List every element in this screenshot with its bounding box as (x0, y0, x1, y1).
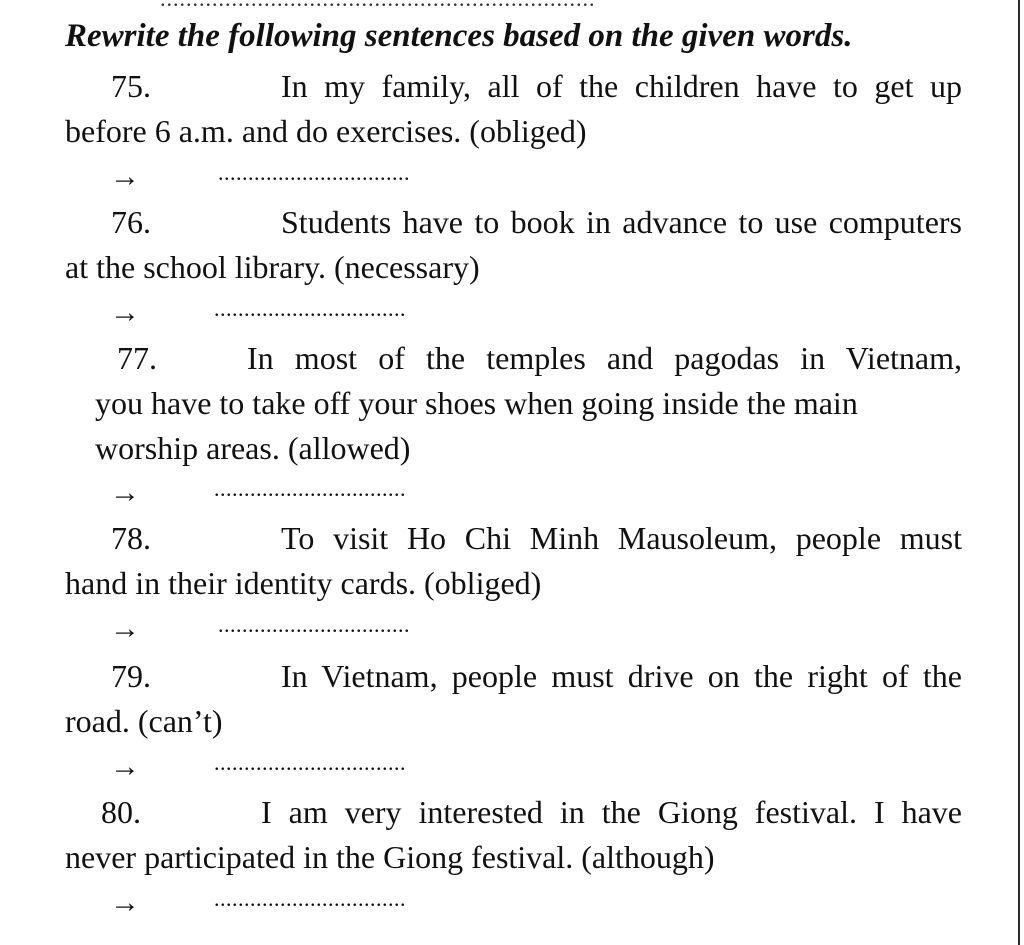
answer-blank[interactable]: ................................ (218, 160, 410, 185)
item-text-line2: hand in their identity cards. (obliged) (65, 565, 542, 601)
item-text-line1: I am very interested in the Giong festival. I have (261, 794, 962, 830)
item-text-line1: Students have to book in advance to use computers (281, 204, 962, 240)
item-text-line2: road. (can’t) (65, 703, 223, 739)
item-text-line2: never participated in the Giong festival. (although) (65, 839, 715, 875)
top-dotted-line (160, 0, 596, 12)
item-number: 79. (111, 658, 151, 694)
answer-blank[interactable]: ................................ (214, 886, 406, 911)
answer-blank[interactable]: ................................ (214, 296, 406, 321)
item-text-line1: In most of the temples and pagodas in Vietnam, (247, 340, 962, 376)
arrow-icon: → (110, 160, 140, 193)
item-text-line2: at the school library. (necessary) (65, 249, 480, 285)
item-number: 77. (117, 340, 157, 376)
instruction-heading: Rewrite the following sentences based on the given words. (65, 18, 853, 54)
answer-row (110, 296, 610, 336)
answer-row (110, 750, 610, 790)
item-text-line2: you have to take off your shoes when going inside the main (95, 385, 858, 421)
item-text-line1: To visit Ho Chi Minh Mausoleum, people must (281, 520, 962, 556)
item-text-line2: before 6 a.m. and do exercises. (obliged) (65, 113, 587, 149)
arrow-icon: → (110, 612, 140, 645)
answer-blank[interactable]: ................................ (214, 750, 406, 775)
item-text-line1: In my family, all of the children have to get up (281, 68, 962, 104)
answer-row (110, 612, 610, 652)
item-number: 78. (111, 520, 151, 556)
answer-row (110, 886, 610, 926)
arrow-icon: → (110, 750, 140, 783)
page-edge-rule (1018, 0, 1020, 945)
item-text-line1: In Vietnam, people must drive on the right of the (281, 658, 962, 694)
answer-row (110, 476, 610, 516)
arrow-icon: → (110, 296, 140, 329)
arrow-icon: → (110, 476, 140, 509)
answer-blank[interactable]: ................................ (214, 476, 406, 501)
answer-row (110, 160, 610, 200)
answer-blank[interactable]: ................................ (218, 612, 410, 637)
item-number: 80. (101, 794, 141, 830)
item-text-line3: worship areas. (allowed) (95, 430, 411, 466)
item-number: 75. (111, 68, 151, 104)
arrow-icon: → (110, 886, 140, 919)
item-number: 76. (111, 204, 151, 240)
